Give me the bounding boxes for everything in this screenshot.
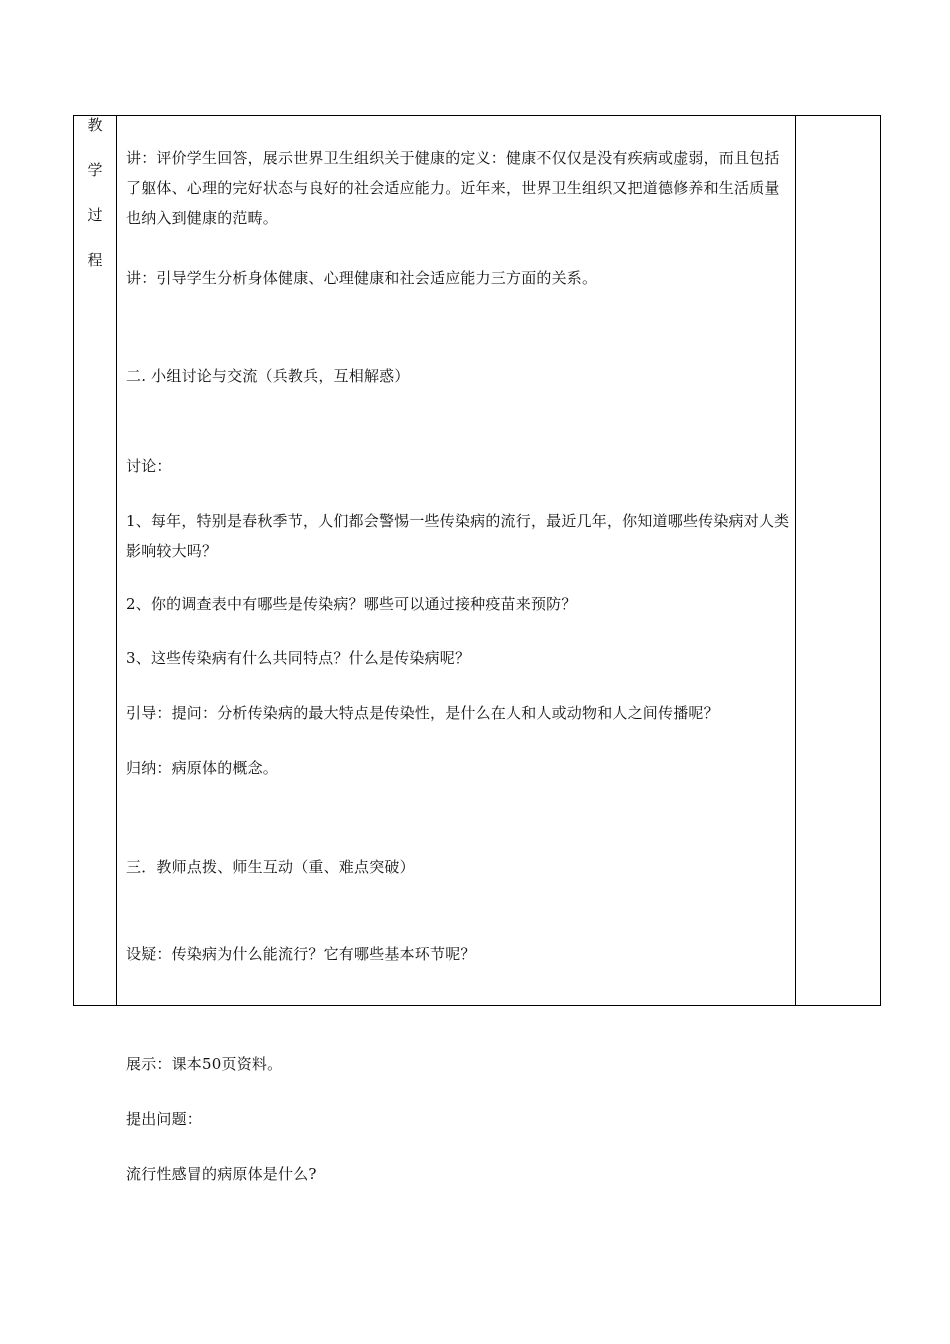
paragraph-guidance: 引导：提问：分析传染病的最大特点是传染性，是什么在人和人或动物和人之间传播呢？ <box>126 704 719 722</box>
paragraph-raise-question: 提出问题： <box>126 1110 203 1128</box>
section-heading-teacher-guidance: 三．教师点拨、师生互动（重、难点突破） <box>126 858 415 876</box>
side-label-char: 程 <box>87 251 103 269</box>
lesson-table <box>73 115 881 1183</box>
section-heading-group-discussion: 二. 小组讨论与交流（兵教兵，互相解惑） <box>126 367 410 385</box>
column-divider-left <box>116 116 117 1005</box>
question-1: 1、每年，特别是春秋季节，人们都会警惕一些传染病的流行，最近几年，你知道哪些传染病对人类影响较大吗？ <box>126 512 790 560</box>
question-3: 3、这些传染病有什么共同特点？什么是传染病呢？ <box>126 649 471 667</box>
side-label-char: 过 <box>87 206 103 224</box>
side-label-teaching-process <box>74 118 116 298</box>
question-2: 2、你的调查表中有哪些是传染病？哪些可以通过接种疫苗来预防？ <box>126 595 577 613</box>
paragraph-health-definition: 讲：评价学生回答，展示世界卫生组织关于健康的定义：健康不仅仅是没有疾病或虚弱，而且包括了躯体、心理的完好状态与良好的社会适应能力。近年来，世界卫生组织又把道德修养和生活质量也纳入到健康的范畴。 <box>126 149 780 227</box>
paragraph-question-setup: 设疑：传染病为什么能流行？它有哪些基本环节呢？ <box>126 945 476 963</box>
paragraph-summary: 归纳：病原体的概念。 <box>126 759 279 777</box>
column-divider-right <box>795 116 796 1005</box>
side-label-char: 教 <box>87 116 103 134</box>
paragraph-influenza-pathogen: 流行性感冒的病原体是什么? <box>126 1165 317 1183</box>
side-label-char: 学 <box>87 161 103 179</box>
paragraph-show-material: 展示：课本50页资料。 <box>126 1055 283 1073</box>
paragraph-health-relation: 讲：引导学生分析身体健康、心理健康和社会适应能力三方面的关系。 <box>126 269 598 287</box>
paragraph-discussion-label: 讨论： <box>126 457 172 475</box>
